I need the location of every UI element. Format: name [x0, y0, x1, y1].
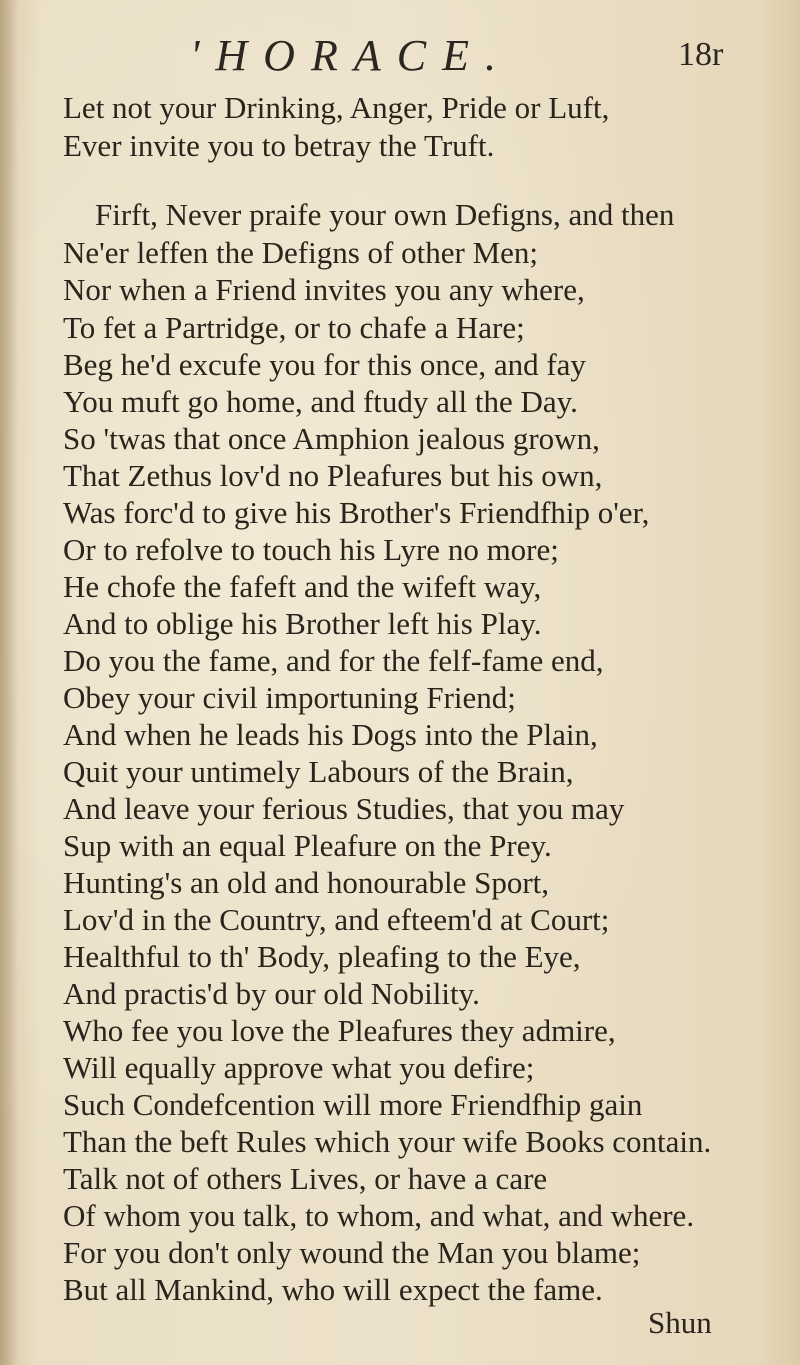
verse-line: Will equally approve what you defire; [63, 1050, 535, 1085]
catchword: Shun [648, 1305, 712, 1340]
verse-line: Ne'er leffen the Defigns of other Men; [63, 235, 539, 270]
verse-line: Was forc'd to give his Brother's Friendfhip o'er, [63, 495, 650, 530]
verse-line: And practis'd by our old Nobility. [63, 976, 480, 1011]
verse-line: Nor when a Friend invites you any where, [63, 272, 585, 307]
running-title: 'HORACE. [190, 31, 512, 80]
verse-line: Firft, Never praife your own Defigns, and then [95, 197, 675, 232]
verse-line: Such Condefcention will more Friendfhip gain [63, 1087, 643, 1122]
running-head [0, 30, 800, 94]
verse-line: And to oblige his Brother left his Play. [63, 606, 542, 641]
verse-line: Do you the fame, and for the felf-fame end, [63, 643, 604, 678]
page-number: 18r [678, 36, 724, 73]
verse-line: For you don't only wound the Man you blame; [63, 1235, 641, 1270]
verse-line: And leave your ferious Studies, that you may [63, 791, 625, 826]
verse-line: Hunting's an old and honourable Sport, [63, 865, 550, 900]
verse-line: And when he leads his Dogs into the Plain, [63, 717, 598, 752]
verse-line: Lov'd in the Country, and efteem'd at Court; [63, 902, 610, 937]
verse-line: You muft go home, and ftudy all the Day. [63, 384, 578, 419]
verse-line: Than the beft Rules which your wife Books contain. [63, 1124, 712, 1159]
page-gutter-shadow [0, 0, 18, 1365]
verse-line: Beg he'd excufe you for this once, and fay [63, 347, 586, 382]
verse-line: Obey your civil importuning Friend; [63, 680, 516, 715]
verse-line: But all Mankind, who will expect the fame. [63, 1272, 603, 1307]
verse-line: Ever invite you to betray the Truft. [63, 128, 495, 163]
verse-line: Sup with an equal Pleafure on the Prey. [63, 828, 552, 863]
verse-line: Let not your Drinking, Anger, Pride or Luft, [63, 90, 610, 125]
verse-line: So 'twas that once Amphion jealous grown, [63, 421, 600, 456]
verse-line: That Zethus lov'd no Pleafures but his own, [63, 458, 603, 493]
verse-line: He chofe the fafeft and the wifeft way, [63, 569, 542, 604]
verse-line: Healthful to th' Body, pleafing to the Eye, [63, 939, 581, 974]
verse-line: Of whom you talk, to whom, and what, and where. [63, 1198, 695, 1233]
verse-line: Talk not of others Lives, or have a care [63, 1161, 548, 1196]
verse-line: Quit your untimely Labours of the Brain, [63, 754, 574, 789]
verse-line: Who fee you love the Pleafures they admire, [63, 1013, 616, 1048]
verse-line: To fet a Partridge, or to chafe a Hare; [63, 310, 525, 345]
verse-line: Or to refolve to touch his Lyre no more; [63, 532, 559, 567]
